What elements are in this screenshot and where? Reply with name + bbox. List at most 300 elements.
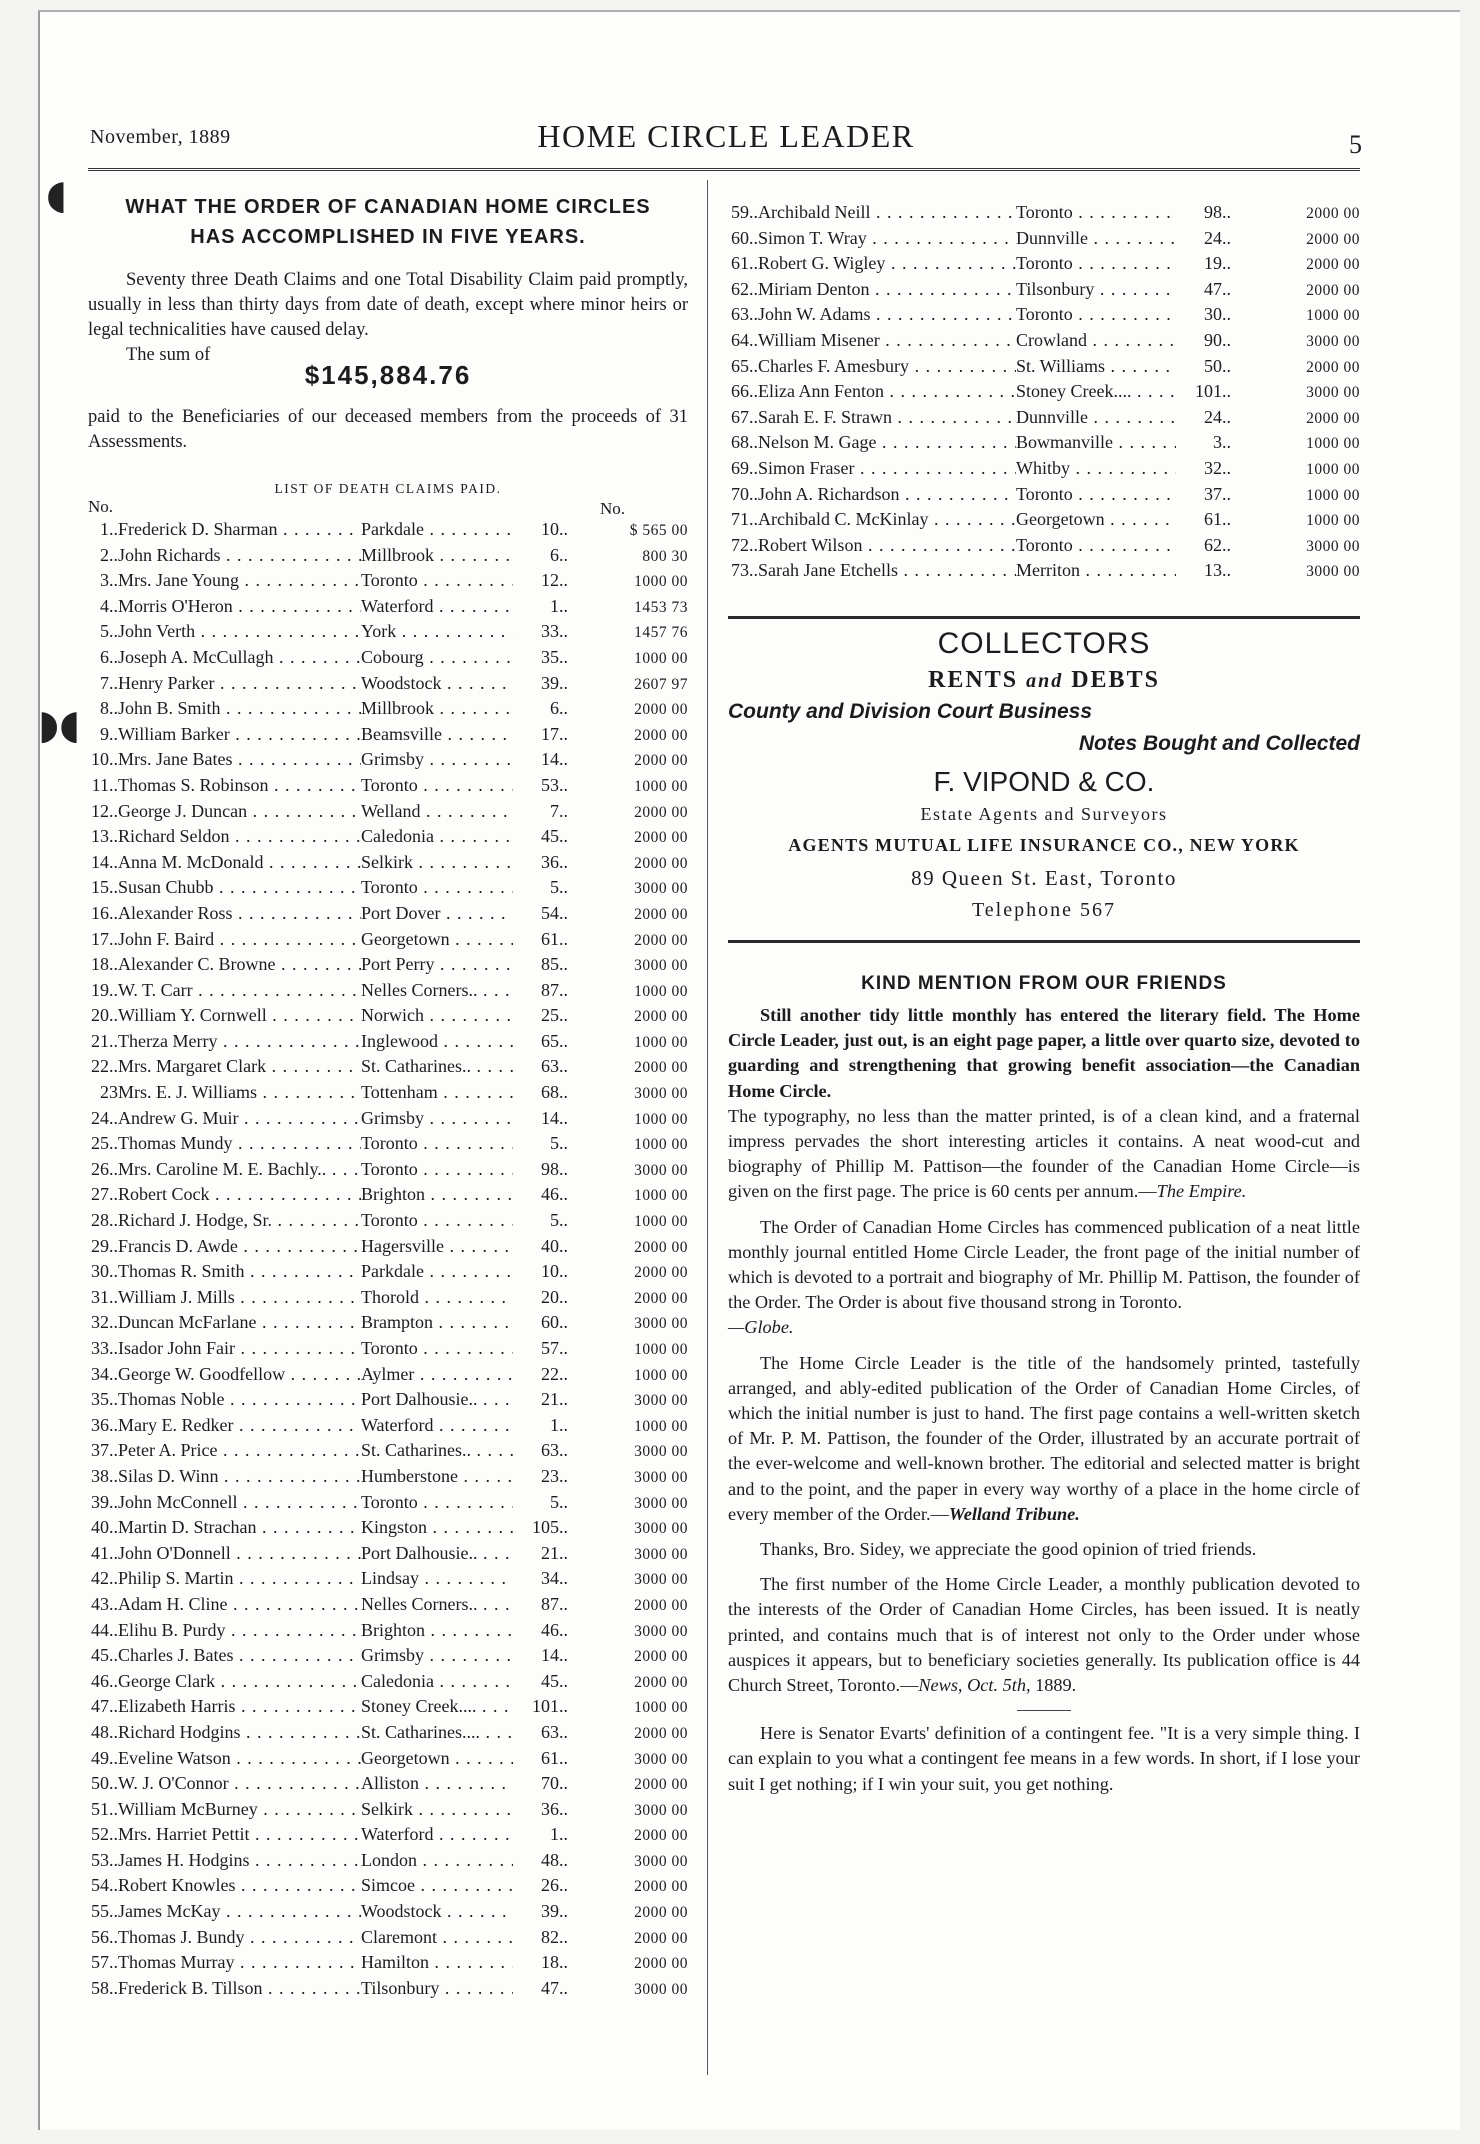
claim-number: 65..: [731, 355, 758, 376]
claim-place: Toronto: [1016, 202, 1073, 222]
header-assessment-no: No.: [600, 499, 626, 518]
claim-row: [728, 458, 1360, 484]
claim-number: 41..: [91, 1542, 118, 1563]
claim-place-cell: [1016, 356, 1176, 377]
claim-place-cell: [1016, 279, 1176, 300]
claim-amount-cell: [568, 522, 688, 540]
claim-place-cell: [361, 698, 513, 719]
claimant-name: Elihu B. Purdy: [118, 1619, 226, 1640]
claimant-name-cell: [118, 929, 361, 950]
claim-row: [728, 509, 1360, 535]
claim-amount-cell: [1231, 205, 1360, 223]
claim-place-cell: [361, 1620, 513, 1641]
claim-row: [88, 1236, 688, 1262]
claim-row: [88, 1952, 688, 1978]
claim-place-cell: [1016, 304, 1176, 325]
assessment-number-cell: [513, 929, 568, 950]
list-title: LIST OF DEATH CLAIMS PAID.: [274, 481, 502, 496]
claim-number-cell: [88, 1031, 118, 1052]
claimant-name-cell: [118, 1338, 361, 1359]
short-rule: [1017, 1710, 1071, 1711]
claim-row: [88, 1492, 688, 1518]
assessment-number: 1..: [550, 1414, 568, 1435]
claim-number: 1..: [100, 519, 118, 539]
assessment-number-cell: [513, 570, 568, 591]
claim-place: Caledonia: [361, 826, 434, 847]
binding-hole-icon: ◖: [46, 172, 68, 218]
claim-amount-cell: [568, 1085, 688, 1103]
claim-amount: 2000 00: [1306, 409, 1360, 427]
claim-place-cell: [1016, 330, 1176, 351]
claimant-name-cell: [118, 1312, 361, 1333]
section-heading: [88, 192, 688, 252]
claim-place: Port Dalhousie..: [361, 1542, 478, 1563]
claim-place: Millbrook: [361, 698, 435, 719]
sum-description: paid to the Beneficiaries of our deceased members from the proceeds of 31 Assessments.: [88, 407, 688, 452]
claim-place: Woodstock: [361, 672, 442, 693]
claim-place: Toronto: [361, 1210, 418, 1231]
claim-row: [88, 929, 688, 955]
claim-number: 18..: [91, 954, 118, 975]
claim-place: Port Dover: [361, 902, 441, 923]
claimant-name: Mary E. Redker: [118, 1414, 234, 1435]
assessment-number-cell: [513, 1082, 568, 1103]
claim-amount-cell: [1231, 410, 1360, 428]
claimant-name: Robert G. Wigley: [758, 253, 886, 274]
claimant-name: John McConnell: [118, 1491, 238, 1512]
claim-row: [88, 877, 688, 903]
claim-amount-cell: [568, 701, 688, 719]
assessment-number-cell: [513, 903, 568, 924]
claim-number-cell: [728, 202, 758, 223]
claimant-name: John Verth: [118, 621, 196, 642]
assessment-number-cell: [513, 1620, 568, 1641]
claim-number-cell: [88, 929, 118, 950]
claimant-name-cell: [118, 1594, 361, 1615]
claim-amount-cell: [568, 752, 688, 770]
assessment-number: 21..: [541, 1389, 568, 1410]
assessment-number-cell: [1176, 304, 1231, 325]
kind-mention-heading: KIND MENTION FROM OUR FRIENDS: [861, 972, 1227, 994]
claim-amount-cell: [568, 1955, 688, 1973]
claim-amount: 2000 00: [1306, 281, 1360, 299]
claim-row: [88, 1722, 688, 1748]
claim-amount-cell: [568, 1725, 688, 1743]
claimant-name-cell: [118, 1364, 361, 1385]
claim-place-cell: [1016, 560, 1176, 581]
claimant-name: Silas D. Winn: [118, 1465, 219, 1486]
assessment-number: 101..: [532, 1696, 568, 1717]
claim-place-cell: [361, 801, 513, 822]
claim-place-cell: [361, 519, 513, 540]
claim-amount: 3000 00: [634, 1801, 688, 1819]
claim-number-cell: [88, 1056, 118, 1077]
claim-amount: 2000 00: [634, 1264, 688, 1282]
page-number: 5: [1349, 130, 1362, 159]
claim-place-cell: [361, 1517, 513, 1538]
claim-number: 44..: [91, 1619, 118, 1640]
claim-number-cell: [88, 749, 118, 770]
claim-place: Lindsay: [361, 1568, 419, 1589]
claim-row: [728, 432, 1360, 458]
claim-row: [728, 279, 1360, 305]
claim-amount: 1000 00: [634, 1417, 688, 1435]
ad-line-court: County and Division Court Business: [728, 699, 1093, 723]
claim-number: 56..: [91, 1926, 118, 1947]
claim-amount-cell: [568, 1930, 688, 1948]
assessment-number-cell: [513, 1748, 568, 1769]
claim-row: [88, 1287, 688, 1313]
claimant-name: William Misener: [758, 329, 880, 350]
claim-place-cell: [361, 621, 513, 642]
assessment-number-cell: [513, 1850, 568, 1871]
claim-place-cell: [1016, 484, 1176, 505]
assessment-number: 47..: [1204, 278, 1231, 299]
claimant-name: Peter A. Price: [118, 1440, 218, 1461]
claim-amount-cell: [568, 829, 688, 847]
claim-amount-cell: [568, 727, 688, 745]
claim-amount: 800 30: [642, 547, 688, 565]
ad-sub-rents: RENTS: [928, 666, 1019, 693]
assessment-number-cell: [513, 1517, 568, 1538]
claim-place-cell: [361, 1927, 513, 1948]
claim-row: [88, 673, 688, 699]
claim-number-cell: [88, 1645, 118, 1666]
claim-place: London: [361, 1849, 417, 1870]
assessment-number-cell: [513, 826, 568, 847]
p5-text: The first number of the Home Circle Leader, a monthly publication devoted to the interests of the Order of Canadian Home Circles, has been issued. It is neatly printed, and contains much that is of interest not only to the Order under whose auspices it appears, but to beneficiary societies generally. Its publication office is 44 Church Street, Toronto.—: [728, 1574, 1360, 1695]
claimant-name-cell: [118, 1875, 361, 1896]
assessment-number: 82..: [541, 1926, 568, 1947]
claim-number-cell: [728, 356, 758, 377]
assessment-number-cell: [513, 1056, 568, 1077]
claim-amount: 2000 00: [634, 1955, 688, 1973]
claim-row: [88, 545, 688, 571]
assessment-number-cell: [513, 1722, 568, 1743]
claim-number-cell: [88, 903, 118, 924]
claimant-name: George W. Goodfellow: [118, 1363, 286, 1384]
assessment-number-cell: [513, 1312, 568, 1333]
claim-amount: 1457 76: [634, 624, 688, 642]
claim-number-cell: [88, 724, 118, 745]
assessment-number-cell: [513, 647, 568, 668]
claimant-name: Miriam Denton: [758, 278, 870, 299]
assessment-number: 85..: [541, 954, 568, 975]
ad-top-rule: [728, 616, 1360, 619]
claim-place-cell: [361, 1415, 513, 1436]
claimant-name: Frederick D. Sharman: [118, 519, 278, 539]
claim-amount: 3000 00: [634, 1468, 688, 1486]
assessment-number: 5..: [550, 1133, 568, 1154]
claim-row: [88, 1978, 688, 2004]
claim-number: 21..: [91, 1030, 118, 1051]
claim-number: 38..: [91, 1465, 118, 1486]
claim-row: [88, 1773, 688, 1799]
p1-text: Still another tidy little monthly has entered the literary field. The Home Circle Leader, just out, is an eight page paper, a little over quarto size, devoted to guarding and strengthening that growing benefit association—the Canadian Home Circle.: [728, 1004, 1360, 1101]
claimant-name: Richard Hodgins: [118, 1721, 241, 1742]
claimant-name: James H. Hodgins: [118, 1849, 250, 1870]
claim-place: Waterford: [361, 1824, 434, 1845]
claim-place: Selkirk: [361, 851, 413, 872]
assessment-number: 20..: [541, 1286, 568, 1307]
assessment-number-cell: [513, 1492, 568, 1513]
assessment-number-cell: [513, 1133, 568, 1154]
claimant-name-cell: [118, 1287, 361, 1308]
claim-number-cell: [88, 1312, 118, 1333]
assessment-number: 50..: [1204, 355, 1231, 376]
claim-place: Kingston: [361, 1517, 428, 1538]
claim-place-cell: [361, 1440, 513, 1461]
claim-place-cell: [361, 826, 513, 847]
article-paragraph: [728, 1104, 1360, 1205]
claim-number: 31..: [91, 1286, 118, 1307]
claim-place-cell: [361, 1875, 513, 1896]
claim-amount: 1000 00: [1306, 512, 1360, 530]
claim-amount-cell: [568, 1418, 688, 1436]
claimant-name-cell: [118, 1901, 361, 1922]
running-head: [90, 116, 1362, 166]
claimant-name-cell: [118, 1927, 361, 1948]
claimant-name-cell: [118, 1159, 361, 1180]
claim-amount: $ 565 00: [629, 522, 688, 539]
claim-place-cell: [361, 1261, 513, 1282]
claim-number-cell: [728, 228, 758, 249]
claim-amount-cell: [1231, 512, 1360, 530]
ad-bottom-rule: [728, 940, 1360, 943]
assessment-number: 90..: [1204, 329, 1231, 350]
claimant-name-cell: [118, 596, 361, 617]
claim-number-cell: [88, 877, 118, 898]
claim-number-cell: [88, 1696, 118, 1717]
claim-row: [728, 253, 1360, 279]
claimant-name-cell: [118, 1722, 361, 1743]
assessment-number-cell: [513, 1440, 568, 1461]
claim-place: Toronto: [361, 774, 418, 795]
assessment-number-cell: [513, 852, 568, 873]
claim-place: Georgetown: [1016, 509, 1105, 530]
assessment-number-cell: [513, 1210, 568, 1231]
claim-number: 42..: [91, 1568, 118, 1589]
claim-row: [88, 1594, 688, 1620]
claimant-name: Isador John Fair: [118, 1338, 235, 1358]
claim-place: Stoney Creek....: [361, 1696, 477, 1717]
claim-place-cell: [361, 1133, 513, 1154]
assessment-number: 61..: [541, 928, 568, 949]
claim-number: 61..: [731, 253, 758, 274]
claim-amount-cell: [568, 880, 688, 898]
assessment-number-cell: [513, 1875, 568, 1896]
claimant-name-cell: [118, 1850, 361, 1871]
claim-amount-cell: [568, 1546, 688, 1564]
claimant-name-cell: [118, 1184, 361, 1205]
claim-place-cell: [361, 1236, 513, 1257]
claim-number: 72..: [731, 534, 758, 555]
assessment-number-cell: [513, 545, 568, 566]
claim-amount-cell: [1231, 307, 1360, 325]
assessment-number: 13..: [1204, 560, 1231, 581]
claim-place: Bowmanville: [1016, 432, 1113, 453]
claimant-name-cell: [758, 304, 1016, 325]
claimant-name: Sarah E. F. Strawn: [758, 406, 893, 427]
claim-place: Crowland: [1016, 329, 1087, 350]
assessment-number-cell: [1176, 253, 1231, 274]
claim-amount: 2000 00: [634, 1673, 688, 1691]
claimant-name-cell: [118, 1031, 361, 1052]
claim-amount-cell: [568, 1981, 688, 1999]
claimant-name-cell: [118, 826, 361, 847]
claim-number: 6..: [100, 646, 118, 667]
claim-number: 12..: [91, 800, 118, 821]
claim-amount: 2000 00: [634, 1596, 688, 1614]
claimant-name: John B. Smith: [118, 698, 221, 719]
claim-amount: 2000 00: [634, 905, 688, 923]
claim-number: 14..: [91, 851, 118, 872]
claimant-name: Sarah Jane Etchells: [758, 560, 898, 581]
claim-number-cell: [88, 1543, 118, 1564]
claim-number: 22..: [91, 1056, 118, 1077]
ad-insurance: AGENTS MUTUAL LIFE INSURANCE CO., NEW YORK: [788, 834, 1300, 855]
claims-list-continued: [728, 202, 1360, 586]
claim-amount: 3000 00: [634, 1443, 688, 1461]
claimant-name: Robert Cock: [118, 1184, 210, 1205]
claimant-name-cell: [118, 1824, 361, 1845]
claim-row: [728, 381, 1360, 407]
claim-number: 43..: [91, 1593, 118, 1614]
claim-row: [728, 202, 1360, 228]
claimant-name-cell: [118, 1236, 361, 1257]
claim-amount: 1000 00: [634, 1213, 688, 1231]
claim-row: [88, 1338, 688, 1364]
claim-place: Cobourg: [361, 646, 424, 667]
claim-place-cell: [361, 1159, 513, 1180]
assessment-number: 1..: [550, 595, 568, 616]
claim-number-cell: [88, 852, 118, 873]
assessment-number-cell: [513, 1952, 568, 1973]
claimant-name: Anna M. McDonald: [118, 851, 264, 872]
claim-number: 25..: [91, 1133, 118, 1154]
claim-amount: 1000 00: [1306, 460, 1360, 478]
claimant-name: W. T. Carr: [118, 979, 193, 1000]
claim-number: 2..: [100, 544, 118, 565]
claim-place-cell: [361, 1799, 513, 1820]
claim-amount-cell: [568, 1802, 688, 1820]
claim-place: Millbrook: [361, 544, 435, 565]
claim-amount-cell: [568, 1392, 688, 1410]
claim-place-cell: [1016, 381, 1176, 402]
claim-amount-cell: [568, 1648, 688, 1666]
p6-text: Here is Senator Evarts' definition of a contingent fee. "It is a very simple thing. I can explain to you what a contingent fee means in a few words. In short, if I lose your suit I get nothing; if I win your suit, you get nothing.: [728, 1723, 1360, 1794]
claimant-name-cell: [118, 852, 361, 873]
claim-amount: 1000 00: [634, 1033, 688, 1051]
claim-place: Whitby: [1016, 457, 1070, 478]
claim-number: 49..: [91, 1747, 118, 1768]
claim-place: St. Williams: [1016, 355, 1105, 376]
claimant-name: Alexander C. Browne: [118, 954, 276, 975]
claimant-name-cell: [118, 1978, 361, 1999]
claim-amount: 3000 00: [634, 1980, 688, 1998]
ad-subtitle: [728, 667, 1360, 694]
assessment-number-cell: [1176, 279, 1231, 300]
assessment-number: 54..: [541, 902, 568, 923]
claim-place: Toronto: [1016, 534, 1073, 555]
assessment-number: 47..: [541, 1977, 568, 1998]
assessment-number: 18..: [541, 1952, 568, 1973]
assessment-number: 32..: [1204, 457, 1231, 478]
assessment-number: 36..: [541, 1798, 568, 1819]
claim-amount: 2000 00: [634, 1008, 688, 1026]
claimant-name: Richard Seldon: [118, 826, 230, 847]
claim-amount: 3000 00: [634, 1852, 688, 1870]
assessment-number: 61..: [1204, 509, 1231, 530]
claim-number: 37..: [91, 1440, 118, 1461]
claimant-name-cell: [758, 407, 1016, 428]
claim-number: 33..: [91, 1338, 118, 1358]
assessment-number-cell: [513, 1978, 568, 1999]
claim-place: Aylmer: [361, 1363, 415, 1384]
article-paragraph: [728, 1351, 1360, 1527]
claim-number: 17..: [91, 928, 118, 949]
claim-row: [88, 519, 688, 545]
claim-amount-cell: [568, 983, 688, 1001]
claim-place-cell: [361, 1492, 513, 1513]
claim-number: 64..: [731, 329, 758, 350]
claim-amount-cell: [568, 676, 688, 694]
claim-number-cell: [88, 1850, 118, 1871]
claim-amount-cell: [1231, 384, 1360, 402]
claim-amount-cell: [568, 1469, 688, 1487]
claim-place: St. Catharines..: [361, 1440, 471, 1461]
assessment-number-cell: [1176, 228, 1231, 249]
assessment-number-cell: [513, 673, 568, 694]
assessment-number: 105..: [532, 1517, 568, 1538]
claim-place: Waterford: [361, 1414, 434, 1435]
assessment-number: 45..: [541, 826, 568, 847]
assessment-number-cell: [1176, 458, 1231, 479]
assessment-number: 45..: [541, 1670, 568, 1691]
claimant-name-cell: [758, 509, 1016, 530]
assessment-number-cell: [513, 1287, 568, 1308]
assessment-number-cell: [513, 1773, 568, 1794]
claim-amount-cell: [568, 1187, 688, 1205]
claim-row: [728, 356, 1360, 382]
claimant-name: Simon Fraser: [758, 457, 855, 478]
claim-amount: 3000 00: [1306, 384, 1360, 402]
assessment-number: 61..: [541, 1747, 568, 1768]
assessment-number: 35..: [541, 646, 568, 667]
p3-text: The Home Circle Leader is the title of the handsomely printed, tastefully arranged, and ably-edited publication of the Order of Canadian Home Circles, of which the initial number is just to hand. The first page contains a well-written sketch of Mr. P. M. Pattison, the founder of the Order, illustrated by an accurate portrait of the ever-welcome and well-known brother. The editorial and selected matter is bright and to the point, and the paper in every way worthy of a place in the home circle of every member of the Order.—: [728, 1352, 1360, 1524]
claim-amount: 3000 00: [634, 1545, 688, 1563]
claimant-name-cell: [758, 381, 1016, 402]
assessment-number-cell: [513, 1159, 568, 1180]
claim-amount-cell: [1231, 282, 1360, 300]
binding-hole-icon: ◗◖: [38, 702, 81, 748]
claim-amount: 1000 00: [634, 1699, 688, 1717]
assessment-number: 39..: [541, 672, 568, 693]
claimant-name-cell: [118, 1799, 361, 1820]
claim-amount: 2607 97: [634, 675, 688, 693]
claimant-name-cell: [118, 621, 361, 642]
assessment-number: 12..: [541, 570, 568, 591]
assessment-number: 14..: [541, 1645, 568, 1666]
claim-number: 4..: [100, 595, 118, 616]
claimant-name-cell: [758, 458, 1016, 479]
claim-place-cell: [361, 1312, 513, 1333]
claim-place: Toronto: [361, 1491, 418, 1512]
source-citation: —Globe.: [728, 1317, 794, 1338]
claim-amount: 1000 00: [634, 1341, 688, 1358]
claim-place-cell: [361, 1696, 513, 1717]
claim-number: 40..: [91, 1517, 118, 1538]
